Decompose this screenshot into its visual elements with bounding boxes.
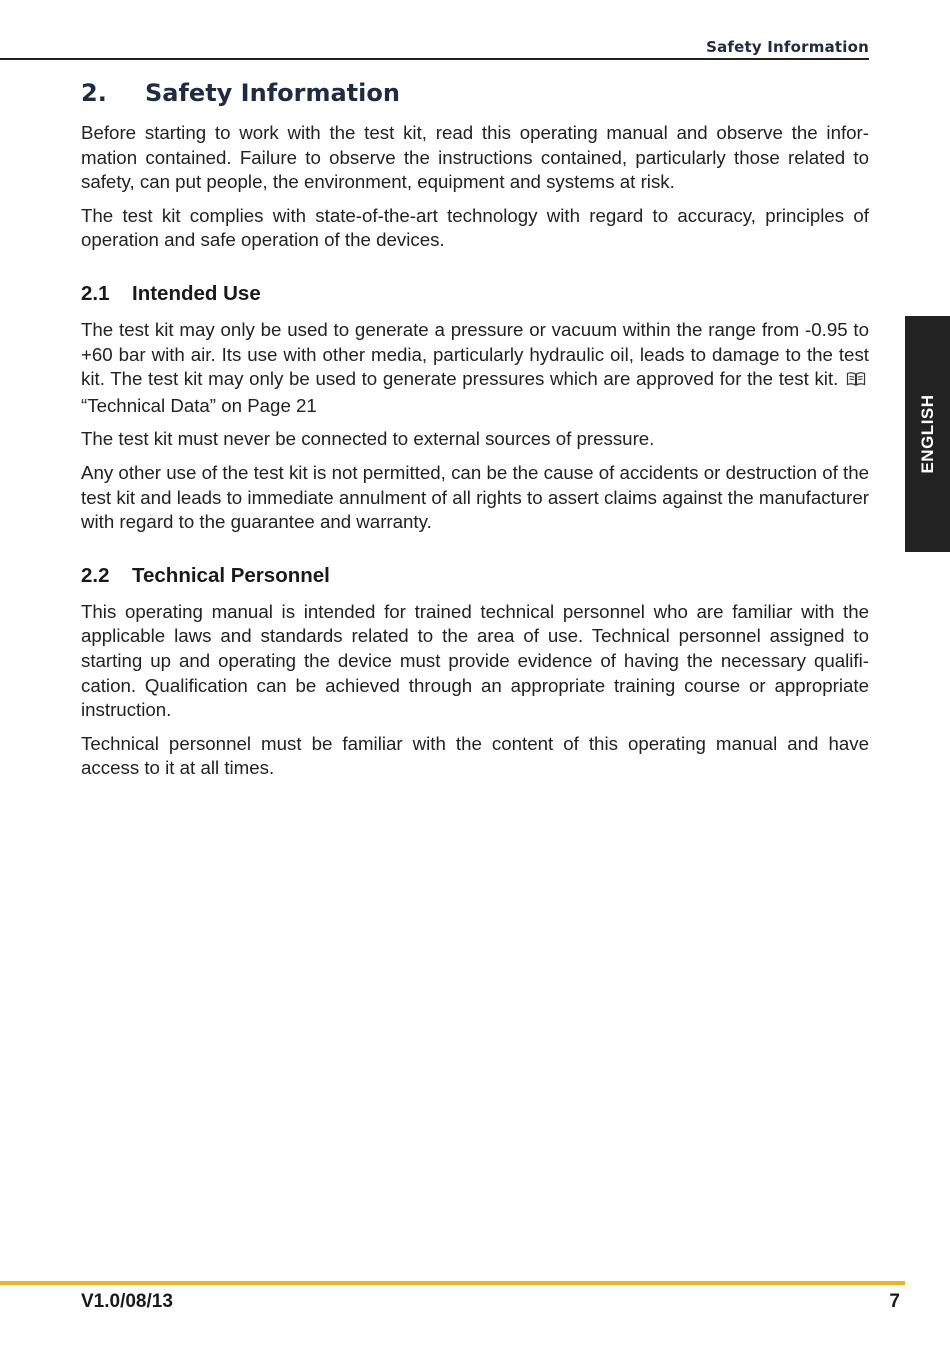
- language-tab-label: ENGLISH: [917, 394, 937, 474]
- header-rule: [0, 58, 869, 60]
- book-icon: [846, 369, 866, 394]
- intended-use-paragraph-3: Any other use of the test kit is not permitted, can be the cause of accidents or destruction of the test kit and leads to immediate annulment of all rights to assert claims against the manufacturer with regard to the guarantee and warranty.: [81, 461, 869, 533]
- footer-rule: [0, 1281, 905, 1285]
- technical-personnel-paragraph-2: Technical personnel must be familiar with the content of this operating manual and have access to it at all times.: [81, 732, 869, 779]
- subsection-heading-intended-use: [81, 280, 869, 308]
- subsection-heading-technical-personnel: [81, 562, 869, 590]
- subsection-number: 2.1: [81, 281, 110, 305]
- subsection-number: 2.2: [81, 563, 110, 587]
- version-label: V1.0/08/13: [81, 1291, 173, 1312]
- running-header: Safety Information: [706, 38, 869, 56]
- section-number: 2.: [81, 79, 107, 107]
- section-heading: [81, 74, 869, 112]
- subsection-title: Technical Personnel: [132, 563, 330, 587]
- subsection-title: Intended Use: [132, 281, 261, 305]
- intended-use-text: The test kit may only be used to generate a pressure or vacuum within the range from -0.95 to +60 bar with air. Its use with other media, particularly hydraulic oil, leads to damage to the test kit. The test kit may only be used to generate pressures which are approved for the test kit.: [81, 318, 869, 390]
- intended-use-paragraph-1: [81, 318, 869, 418]
- intended-use-paragraph-2: The test kit must never be connected to external sources of pressure.: [81, 428, 655, 450]
- intro-paragraph-2: The test kit complies with state-of-the-art technology with regard to accuracy, principles of operation and safe operation of the devices.: [81, 204, 869, 251]
- section-title: Safety Information: [145, 79, 400, 107]
- technical-personnel-paragraph-1: This operating manual is intended for trained technical personnel who are familiar with the applicable laws and standards related to the area of use. Technical personnel assigned to starting up and operating the device must provide evidence of having the necessary qualifi-cation. Qualification can be achieved through an appropriate training course or appropriate instruction.: [81, 600, 869, 721]
- language-tab: [905, 316, 950, 552]
- technical-data-reference: “Technical Data” on Page 21: [81, 394, 317, 416]
- page-number: 7: [889, 1291, 900, 1312]
- intro-paragraph-1: Before starting to work with the test kit, read this operating manual and observe the infor-mation contained. Failure to observe the instructions contained, particularly those related to safety, can put people, the environment, equipment and systems at risk.: [81, 122, 869, 193]
- page-content: [81, 74, 869, 781]
